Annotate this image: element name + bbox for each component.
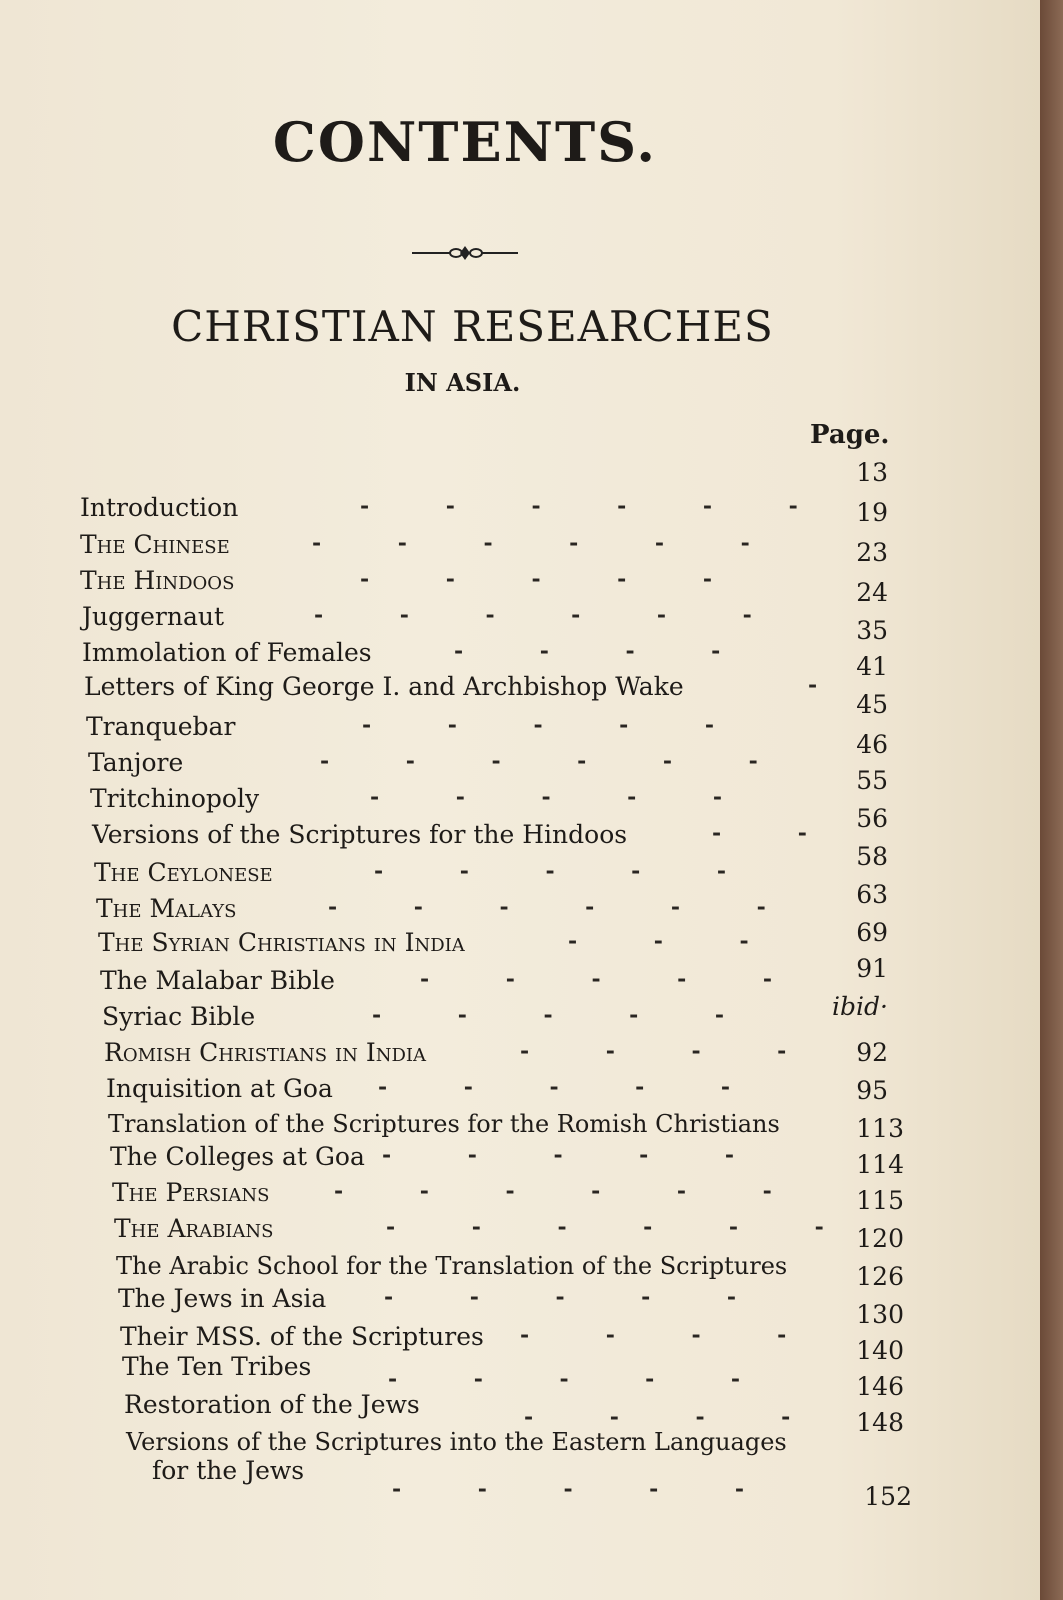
toc-entry-page: 115 xyxy=(856,1186,904,1215)
toc-entry-page: 92 xyxy=(856,1038,888,1067)
toc-entry-page: 140 xyxy=(856,1336,904,1365)
toc-entry-title: The Hindoos xyxy=(80,566,235,595)
toc-leader: - - - - - xyxy=(374,858,727,884)
toc-entry-page: 45 xyxy=(856,690,888,719)
toc-leader: - - - - - xyxy=(420,966,773,992)
toc-entry-page: 114 xyxy=(856,1150,904,1179)
toc-entry-title: Tanjore xyxy=(88,748,184,777)
book-title: CHRISTIAN RESEARCHES xyxy=(171,302,774,351)
toc-entry-title: Tranquebar xyxy=(86,712,236,741)
toc-entry-title: Inquisition at Goa xyxy=(106,1074,333,1103)
toc-entry-page: ibid· xyxy=(832,992,888,1021)
toc-entry-page: 35 xyxy=(856,616,888,645)
page-column-label: Page. xyxy=(810,420,890,450)
toc-leader: - - - - - - xyxy=(360,493,798,519)
toc-leader: - - - - xyxy=(524,1404,791,1430)
toc-entry xyxy=(80,566,900,607)
toc-leader: - - - - - xyxy=(360,566,713,592)
toc-leader: - - - - - - xyxy=(312,530,750,556)
toc-leader: - - - - xyxy=(454,638,721,664)
toc-entry xyxy=(88,748,908,795)
toc-entry xyxy=(86,712,906,759)
toc-entry-page: 23 xyxy=(856,538,888,567)
toc-entry-title: Tritchinopoly xyxy=(90,784,260,813)
toc-entry-page: 113 xyxy=(856,1114,904,1143)
toc-entry-page: 19 xyxy=(856,498,888,527)
toc-leader: - - - - - - xyxy=(334,1178,772,1204)
toc-entry xyxy=(152,1456,952,1511)
toc-entry-title: Romish Christians in India xyxy=(104,1038,427,1067)
toc-entry-page: 91 xyxy=(856,954,888,983)
toc-entry-title: Translation of the Scriptures for the Romish Christians xyxy=(108,1110,780,1138)
toc-leader: - - - xyxy=(568,928,749,954)
book-subtitle: IN ASIA. xyxy=(404,368,521,397)
toc-leader: - - - - - xyxy=(372,1002,725,1028)
toc-leader: - xyxy=(808,672,818,698)
toc-leader: - - - - - - xyxy=(328,894,766,920)
toc-entry-page: 126 xyxy=(856,1262,904,1291)
toc-entry-page: 55 xyxy=(856,766,888,795)
toc-leader: - - - - - xyxy=(384,1284,737,1310)
toc-entry-page: 24 xyxy=(856,578,888,607)
toc-entry-title: The Syrian Christians in India xyxy=(98,928,465,957)
toc-entry-page: 41 xyxy=(856,652,888,681)
toc-entry-page: 120 xyxy=(856,1224,904,1253)
toc-entry-title: Letters of King George I. and Archbishop Wake xyxy=(84,672,684,701)
toc-entry-title: Juggernaut xyxy=(82,602,225,631)
toc-leader: - - - - xyxy=(520,1322,787,1348)
toc-entry-title: Versions of the Scriptures for the Hindoos xyxy=(92,820,628,849)
toc-leader: - - - - - - xyxy=(386,1214,824,1240)
toc-entry xyxy=(82,602,902,645)
toc-leader: - - - - xyxy=(520,1038,787,1064)
toc-entry-page: 130 xyxy=(856,1300,904,1329)
toc-entry-title: Restoration of the Jews xyxy=(124,1390,420,1419)
toc-leader: - - - - - - xyxy=(320,748,758,774)
toc-leader: - - xyxy=(712,820,807,846)
toc-entry xyxy=(92,820,912,871)
toc-entry-page: 95 xyxy=(856,1076,888,1105)
toc-entry-title: The Malays xyxy=(96,894,237,923)
toc-entry-page: 152 xyxy=(864,1482,912,1511)
toc-entry-title: The Ceylonese xyxy=(94,858,273,887)
toc-leader: - - - - - xyxy=(378,1074,731,1100)
toc-entry-title: Their MSS. of the Scriptures xyxy=(120,1322,484,1351)
toc-entry-page: 58 xyxy=(856,842,888,871)
book-binding-edge xyxy=(1040,0,1063,1600)
toc-entry-title: Immolation of Females xyxy=(82,638,372,667)
toc-entry-page: 46 xyxy=(856,730,888,759)
toc-entry xyxy=(90,784,910,833)
toc-entry-title: The Arabians xyxy=(114,1214,274,1243)
toc-entry xyxy=(84,672,904,719)
toc-entry xyxy=(82,638,902,681)
toc-entry-title: The Malabar Bible xyxy=(100,966,335,995)
toc-entry-title: The Colleges at Goa xyxy=(110,1142,365,1171)
toc-entry-title: Versions of the Scriptures into the Eastern Languages xyxy=(126,1428,787,1456)
toc-leader: - - - - - xyxy=(382,1142,735,1168)
toc-entry-title: Introduction xyxy=(80,493,239,522)
toc-leader: - - - - - - xyxy=(314,602,752,628)
toc-entry-page: 63 xyxy=(856,880,888,909)
toc-leader: - - - - - xyxy=(370,784,723,810)
toc-entry-title: The Chinese xyxy=(80,530,230,559)
toc-entry-page: 146 xyxy=(856,1372,904,1401)
toc-entry-title: for the Jews xyxy=(152,1456,305,1485)
toc-entry xyxy=(80,458,900,488)
toc-entry-page: 148 xyxy=(856,1408,904,1437)
toc-entry-page: 69 xyxy=(856,918,888,947)
toc-leader: - - - - - xyxy=(388,1366,741,1392)
toc-entry-page: 13 xyxy=(856,458,888,487)
toc-entry xyxy=(80,530,900,567)
toc-leader: - - - - - xyxy=(392,1476,745,1502)
toc-entry-title: The Persians xyxy=(112,1178,270,1207)
toc-entry-title: The Arabic School for the Translation of the Scriptures xyxy=(116,1252,788,1280)
toc-entry-title: The Jews in Asia xyxy=(118,1284,327,1313)
toc-entry-title: Syriac Bible xyxy=(102,1002,256,1031)
toc-entry xyxy=(126,1428,946,1458)
toc-entry-title: The Ten Tribes xyxy=(122,1352,312,1381)
toc-entry-page: 56 xyxy=(856,804,888,833)
toc-entry xyxy=(80,493,900,527)
page-heading: CONTENTS. xyxy=(272,110,658,174)
toc-leader: - - - - - xyxy=(362,712,715,738)
